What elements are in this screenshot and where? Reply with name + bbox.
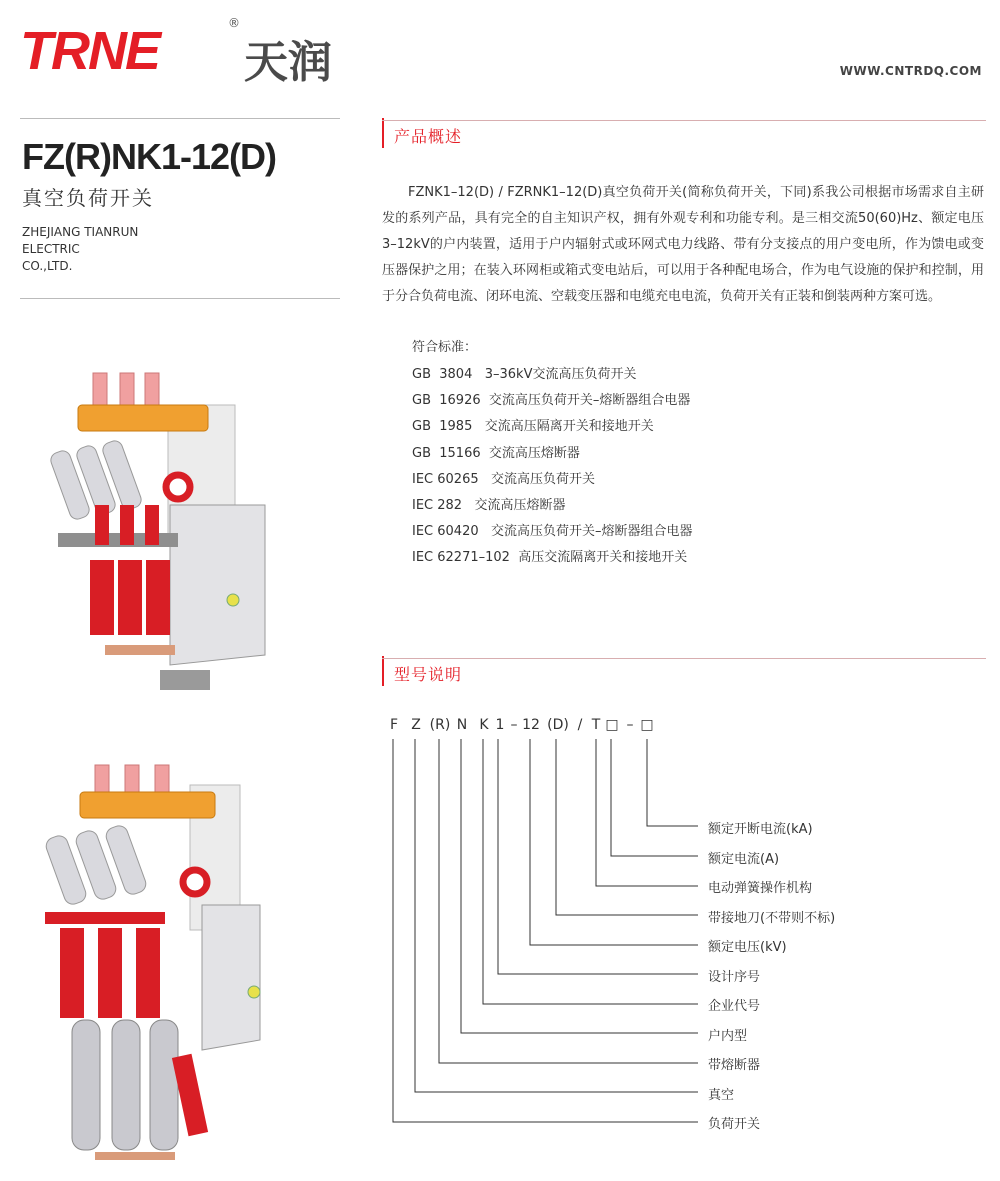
meaning-label: 户内型 xyxy=(708,1029,748,1044)
meaning-label: 真空 xyxy=(708,1088,735,1103)
standard-item: GB 1985 交流高压隔离开关和接地开关 xyxy=(412,419,654,435)
meaning-label: 带熔断器 xyxy=(708,1058,761,1073)
code-char: F xyxy=(389,717,399,733)
code-char: K xyxy=(479,717,489,733)
meaning-label: 企业代号 xyxy=(708,999,761,1014)
overview-text: FZNK1–12(D) / FZRNK1–12(D)真空负荷开关(简称负荷开关，下同)系我公司根据市场需求自主研发的系列产品，具有完全的自主知识产权，拥有外观专利和功能专利。是三相交流50(60)Hz、额定电压3–12kV的户内装置，适用于户内辐射式或环网式电力线路、带有分支接点的用户变电所，作为馈电或变压器保护之用；在装入环网柜或箱式变电站后，可以用于各种配电场合，作为电气设施的保护和控制，用于分合负荷电流、闭环电流、空载变压器和电缆充电电流，负荷开关有正装和倒装两种方案可选。 xyxy=(382,185,984,304)
red-insulator xyxy=(136,928,160,1018)
product-name: 真空负荷开关 xyxy=(22,186,154,210)
leader-line xyxy=(530,739,698,945)
code-char: – xyxy=(510,717,518,733)
meaning-label: 额定电流(A) xyxy=(708,852,780,867)
code-char: – xyxy=(626,717,634,733)
section-title-overview: 产品概述 xyxy=(394,127,463,146)
red-rail xyxy=(45,912,165,924)
code-char: (R) xyxy=(429,717,451,733)
mechanism-panel xyxy=(202,905,260,1050)
indicator-light xyxy=(248,986,260,998)
red-insulator xyxy=(60,928,84,1018)
meaning-label: 设计序号 xyxy=(708,970,761,985)
fuse-tube xyxy=(112,1020,140,1150)
switch-front-mount-image xyxy=(50,365,340,705)
code-char: / xyxy=(577,717,583,733)
indicator-light xyxy=(227,594,239,606)
standard-item: IEC 60420 交流高压负荷开关–熔断器组合电器 xyxy=(412,524,693,540)
logo-chinese: 天润 xyxy=(244,37,332,88)
leader-line xyxy=(647,739,698,826)
fuse-tube xyxy=(150,1020,178,1150)
copper-connector xyxy=(95,1152,175,1160)
standard-item: IEC 60265 交流高压负荷开关 xyxy=(412,471,596,487)
product-model: FZ(R)NK1-12(D) xyxy=(22,136,276,177)
standard-item: GB 16926 交流高压负荷开关–熔断器组合电器 xyxy=(412,393,691,409)
red-ring xyxy=(183,870,207,894)
section-title-model: 型号说明 xyxy=(394,665,463,684)
company-line: ELECTRIC xyxy=(22,242,80,256)
red-insulator xyxy=(120,505,134,545)
base-plate xyxy=(160,670,210,690)
red-insulator xyxy=(145,505,159,545)
code-char: □ xyxy=(605,717,619,733)
code-char: N xyxy=(456,717,468,733)
standard-item: IEC 282 交流高压熔断器 xyxy=(412,498,566,514)
leader-line xyxy=(483,739,698,1004)
red-insulator xyxy=(98,928,122,1018)
insulator-bar xyxy=(80,792,215,818)
leader-line xyxy=(611,739,698,856)
insulator-bar xyxy=(78,405,208,431)
standard-item: IEC 62271–102 高压交流隔离开关和接地开关 xyxy=(412,550,688,566)
red-ring xyxy=(166,475,190,499)
fuse-tube xyxy=(72,1020,100,1150)
code-char: T xyxy=(591,717,601,733)
meaning-label: 负荷开关 xyxy=(708,1117,761,1132)
meaning-label: 额定电压(kV) xyxy=(708,940,787,955)
leader-line xyxy=(556,739,698,915)
code-char: Z xyxy=(411,717,421,733)
standards-title: 符合标准： xyxy=(412,340,478,355)
red-insulator xyxy=(90,560,114,635)
red-insulator xyxy=(95,505,109,545)
code-char: 12 xyxy=(522,717,540,733)
company-line: ZHEJIANG TIANRUN xyxy=(22,225,139,239)
leader-line xyxy=(439,739,698,1063)
meaning-label: 额定开断电流(kA) xyxy=(708,822,813,837)
switch-with-fuse-image xyxy=(40,760,330,1170)
code-char: (D) xyxy=(547,717,569,733)
copper-connector xyxy=(105,645,175,655)
red-insulator xyxy=(146,560,170,635)
meaning-label: 带接地刀(不带则不标) xyxy=(708,911,836,926)
registered-mark: ® xyxy=(228,16,240,30)
code-char: □ xyxy=(640,717,654,733)
red-insulator xyxy=(118,560,142,635)
mechanism-panel xyxy=(170,505,265,665)
standard-item: GB 3804 3–36kV交流高压负荷开关 xyxy=(412,367,637,382)
company-line: CO.,LTD. xyxy=(22,259,73,273)
mounting-rail xyxy=(58,533,178,547)
standard-item: GB 15166 交流高压熔断器 xyxy=(412,445,580,461)
code-char: 1 xyxy=(495,717,505,733)
website-link[interactable]: WWW.CNTRDQ.COM xyxy=(839,64,982,78)
meaning-label: 电动弹簧操作机构 xyxy=(708,881,813,896)
logo-latin: TRNE xyxy=(20,21,159,81)
